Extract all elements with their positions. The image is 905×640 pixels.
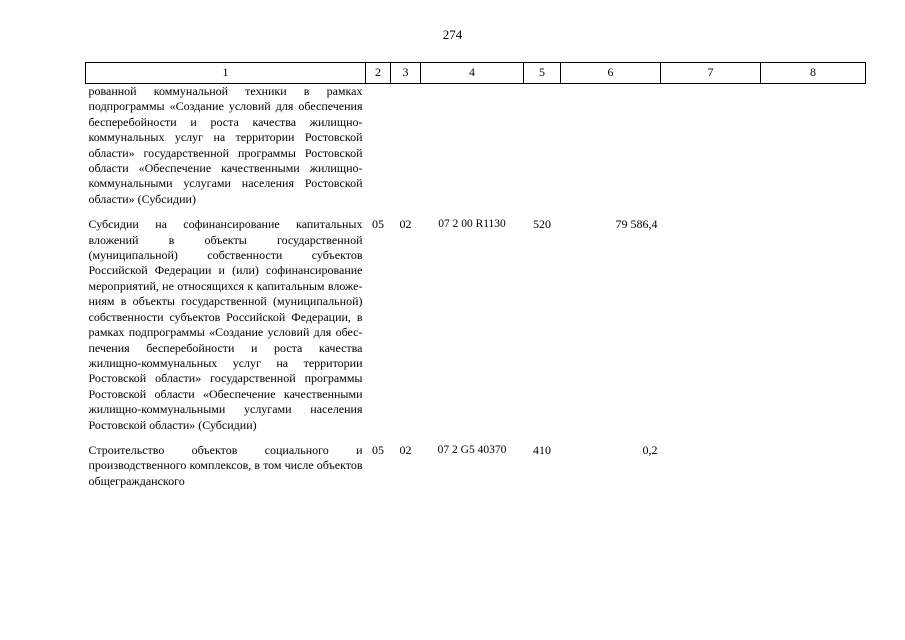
row-col8 xyxy=(761,433,866,489)
page-number: 274 xyxy=(442,27,463,42)
table-header xyxy=(86,63,866,84)
row-subsection: 02 xyxy=(399,442,412,457)
row-target-code: 07 2 00 R1130 xyxy=(438,218,506,231)
column-header-7: 7 xyxy=(661,63,761,84)
column-header-4: 4 xyxy=(421,63,524,84)
row-col7 xyxy=(661,433,761,489)
column-header-6: 6 xyxy=(561,63,661,84)
row-col8 xyxy=(761,207,866,433)
table-row xyxy=(86,433,866,489)
table-row xyxy=(86,84,866,208)
row-expense-type: 520 xyxy=(533,217,551,232)
row-subsection xyxy=(391,84,421,208)
column-header-1: 1 xyxy=(86,63,366,84)
table-row xyxy=(86,207,866,433)
row-target-code xyxy=(421,84,524,208)
row-col8 xyxy=(761,84,866,208)
row-amount: 79 586,4 xyxy=(615,217,658,232)
column-header-8: 8 xyxy=(761,63,866,84)
row-expense-type xyxy=(524,84,561,208)
row-expense-type: 410 xyxy=(533,442,551,457)
row-section: 05 xyxy=(372,442,384,457)
row-target-code: 07 2 G5 40370 xyxy=(437,443,507,456)
row-description: Субсидии на софинансирование капитальных вложений в объекты государственной (муниципальной) собственности субъектов Российской Федерации и (или) софинансирование мероприятий, не относящихся к капитальным вложениям в объекты государственной (муниципальной) собственности субъектов Российской Федерации, в рамках подпрограммы «Создание условий для обеспечения бесперебойности и роста качества жилищно-коммунальных услуг на территории Ростовской области» государственной программы Ростовской области «Обеспечение качественными жилищно-коммунальными услугами населения Ростовской области» (Субсидии) xyxy=(88,217,363,432)
column-header-2: 2 xyxy=(366,63,391,84)
row-amount xyxy=(561,84,661,208)
header-row xyxy=(86,63,866,84)
row-amount: 0,2 xyxy=(642,442,658,457)
row-subsection: 02 xyxy=(399,217,412,232)
row-section: 05 xyxy=(372,217,384,232)
row-description: Строительство объектов социального и производственного комплексов, в том числе объектов общегражданского xyxy=(88,442,363,488)
column-header-3: 3 xyxy=(391,63,421,84)
row-section xyxy=(366,84,391,208)
table-body xyxy=(86,84,866,490)
row-col7 xyxy=(661,84,761,208)
row-col7 xyxy=(661,207,761,433)
column-header-5: 5 xyxy=(524,63,561,84)
budget-table xyxy=(85,62,866,489)
row-description: рованной коммунальной техники в рамках подпрограммы «Создание условий для обеспечения бесперебойности и роста качества жилищно-коммунальных услуг на территории Ростовской области» государственной программы Ростовской области «Обеспечение качественными жилищно-коммунальными услугами населения Ростовской области» (Субсидии) xyxy=(88,84,363,206)
